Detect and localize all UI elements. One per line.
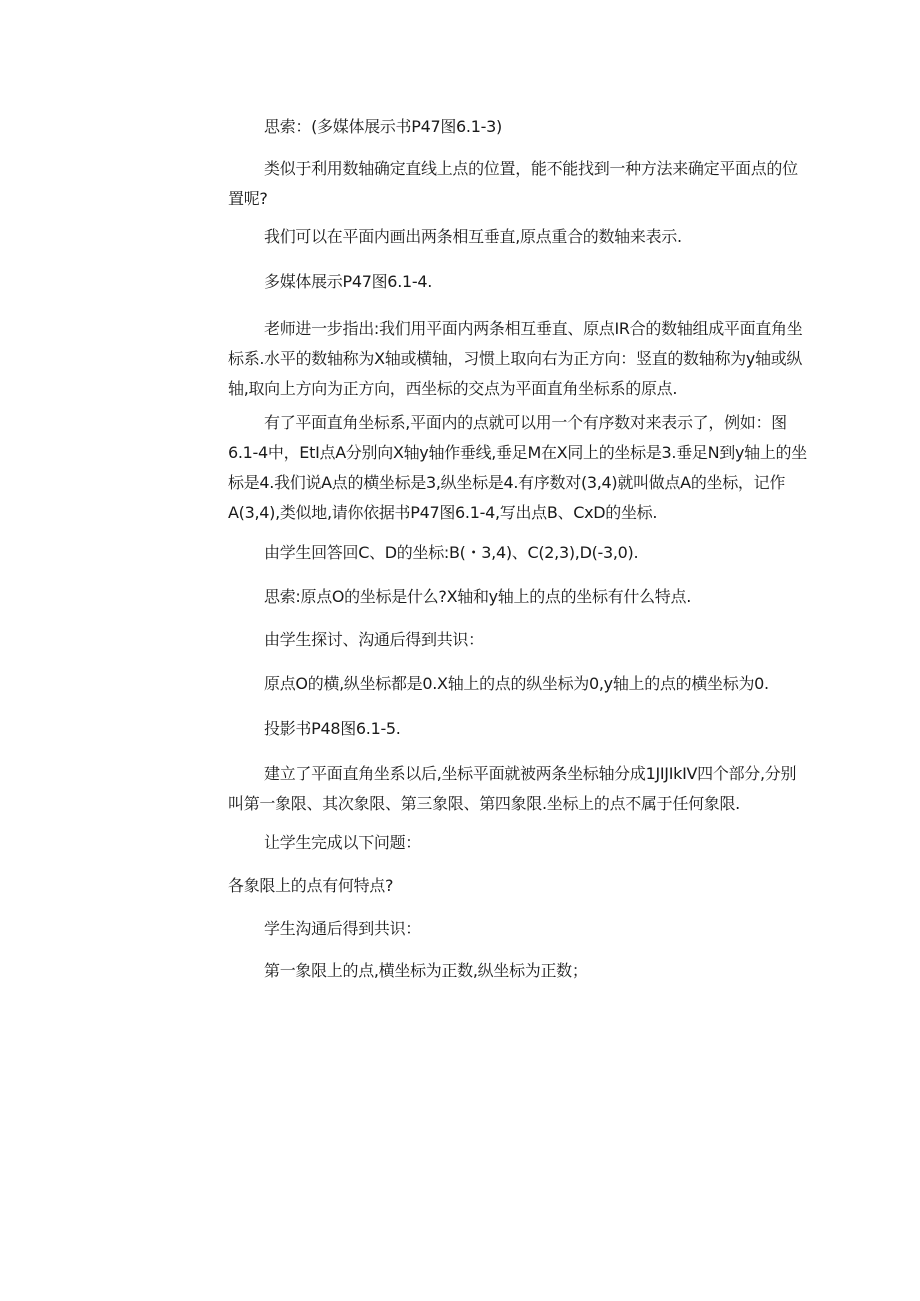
text-line: 多媒体展示P47图6.1-4. <box>264 272 432 291</box>
paragraph-think-intro <box>228 112 848 142</box>
paragraph-two-axes <box>228 222 848 252</box>
text-line: 由学生探讨、沟通后得到共识： <box>264 630 484 649</box>
text-line: 置呢? <box>228 189 268 208</box>
paragraph-first-quadrant <box>228 956 848 986</box>
text-line: 由学生回答回C、D的坐标:B(・3,4)、C(2,3),D(-3,0). <box>264 543 639 562</box>
paragraph-ordered-pair <box>228 408 848 528</box>
paragraph-projection-fig <box>228 714 848 744</box>
text-line: 标是4.我们说A点的横坐标是3,纵坐标是4.有序数对(3,4)就叫做点A的坐标，记作 <box>228 473 786 492</box>
text-line: 原点O的横,纵坐标都是0.X轴上的点的纵坐标为0,y轴上的点的横坐标为0. <box>264 674 769 693</box>
paragraph-origin-coordinates <box>228 669 848 699</box>
text-line: 标系.水平的数轴称为X轴或横轴，习惯上取向右为正方向：竖直的数轴称为y轴或纵 <box>228 349 803 368</box>
paragraph-quadrants <box>228 759 848 819</box>
text-line: 6.1-4中，EtI点A分别向X轴y轴作垂线,垂足M在X同上的坐标是3.垂足N到y轴上的坐 <box>228 443 807 462</box>
paragraph-consensus-2 <box>228 914 848 944</box>
text-line: 建立了平面直角坐系以后,坐标平面就被两条坐标轴分成1JIJIkIV四个部分,分别 <box>264 764 797 783</box>
text-line: 我们可以在平面内画出两条相互垂直,原点重合的数轴来表示. <box>264 227 682 246</box>
text-line: 让学生完成以下问题： <box>264 833 422 852</box>
paragraph-think-origin <box>228 582 848 612</box>
text-line: 各象限上的点有何特点? <box>228 876 394 895</box>
text-line: 轴,取向上方向为正方向，西坐标的交点为平面直角坐标系的原点. <box>228 379 678 398</box>
text-line: 思索：(多媒体展示书P47图6.1-3) <box>264 117 502 136</box>
paragraph-teacher-definition <box>228 314 848 404</box>
text-line: 投影书P48图6.1-5. <box>264 719 401 738</box>
text-line: A(3,4),类似地,请你依据书P47图6.1-4,写出点B、CxD的坐标. <box>228 503 658 522</box>
paragraph-student-answer <box>228 538 848 568</box>
paragraph-task-intro <box>228 828 848 858</box>
text-line: 思索:原点O的坐标是什么?X轴和y轴上的点的坐标有什么特点. <box>264 587 691 606</box>
text-line: 学生沟通后得到共识： <box>264 919 422 938</box>
paragraph-analogy-question <box>228 154 848 214</box>
paragraph-quadrant-question <box>228 871 848 901</box>
text-line: 叫第一象限、其次象限、第三象限、第四象限.坐标上的点不属于任何象限. <box>228 794 740 813</box>
paragraph-multimedia-fig <box>228 267 848 297</box>
text-line: 第一象限上的点,横坐标为正数,纵坐标为正数； <box>264 961 588 980</box>
text-line: 有了平面直角坐标系,平面内的点就可以用一个有序数对来表示了，例如：图 <box>264 413 787 432</box>
text-line: 类似于利用数轴确定直线上点的位置，能不能找到一种方法来确定平面点的位 <box>264 159 798 178</box>
paragraph-consensus-intro <box>228 625 848 655</box>
text-line: 老师进一步指出:我们用平面内两条相互垂直、原点IR合的数轴组成平面直角坐 <box>264 319 803 338</box>
